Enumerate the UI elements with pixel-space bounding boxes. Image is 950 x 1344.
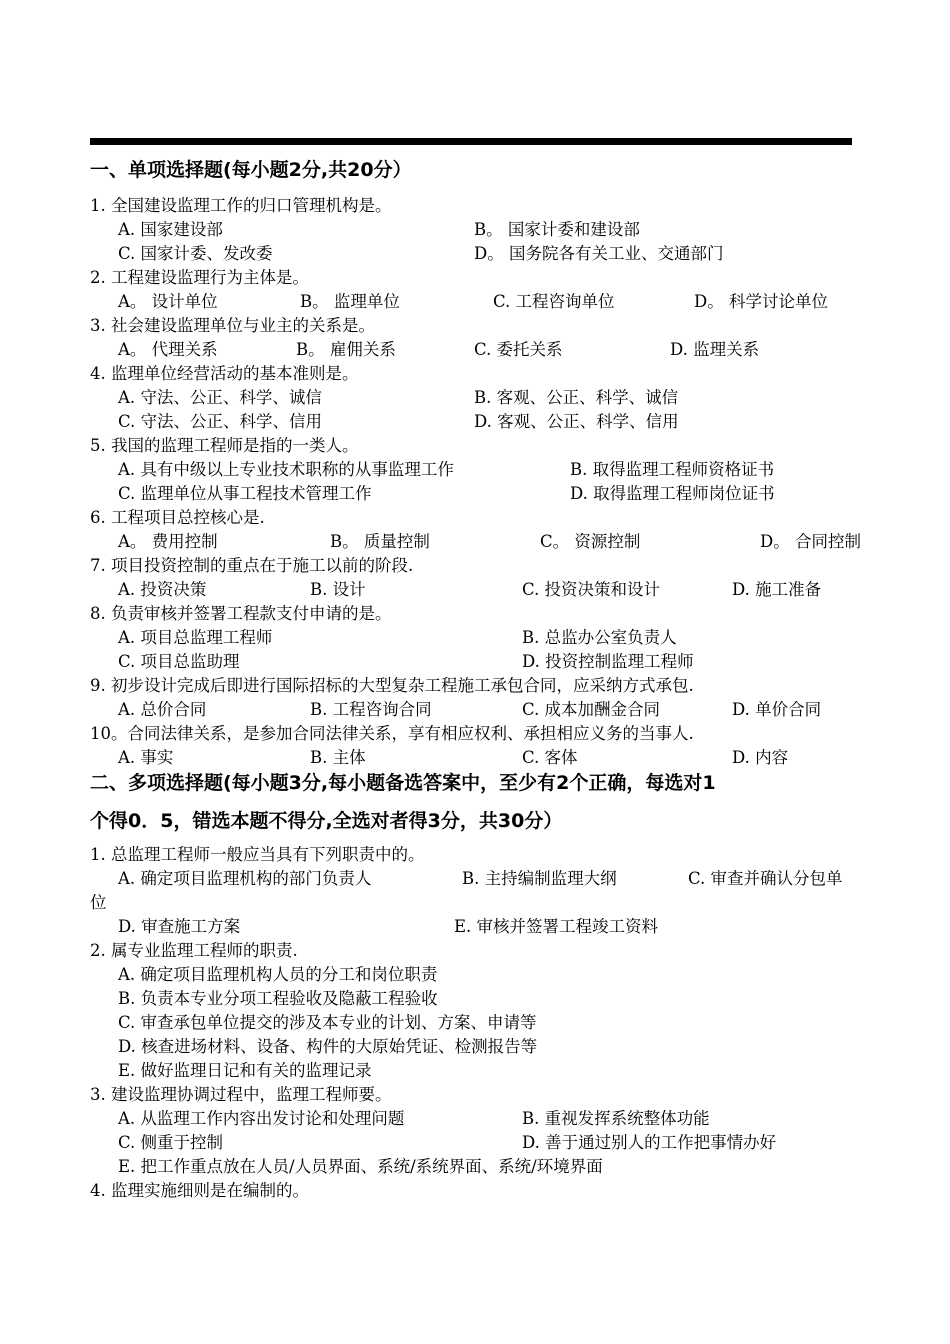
question-1-1: 1. 全国建设监理工作的归口管理机构是。 — [90, 196, 392, 215]
option-a: A. 总价合同 — [118, 700, 207, 719]
question-2-1: 1. 总监理工程师一般应当具有下列职责中的。 — [90, 845, 425, 864]
question-1-9: 9. 初步设计完成后即进行国际招标的大型复杂工程施工承包合同，应采纳方式承包. — [90, 676, 694, 695]
option-a: A. 确定项目监理机构人员的分工和岗位职责 — [118, 965, 438, 984]
option-b: B. 负责本专业分项工程验收及隐蔽工程验收 — [118, 989, 438, 1008]
option-b: B. 取得监理工程师资格证书 — [570, 460, 775, 479]
option-d: D. 投资控制监理工程师 — [522, 652, 694, 671]
option-c: C. 委托关系 — [474, 340, 563, 359]
section-1-title: 一、单项选择题(每小题2分,共20分） — [90, 159, 412, 181]
option-a: A. 守法、公正、科学、诚信 — [118, 388, 322, 407]
question-1-8: 8. 负责审核并签署工程款支付申请的是。 — [90, 604, 392, 623]
option-a: A. 投资决策 — [118, 580, 207, 599]
question-1-3: 3. 社会建设监理单位与业主的关系是。 — [90, 316, 375, 335]
option-b: B。 监理单位 — [300, 292, 400, 311]
option-a: A. 确定项目监理机构的部门负责人 — [118, 869, 372, 888]
option-b: B. 设计 — [310, 580, 366, 599]
option-a: A。 费用控制 — [118, 532, 218, 551]
option-d: D。 国务院各有关工业、交通部门 — [474, 244, 724, 263]
option-c: C. 项目总监助理 — [118, 652, 240, 671]
option-d: D. 核查进场材料、设备、构件的大原始凭证、检测报告等 — [118, 1037, 538, 1056]
option-d: D. 施工准备 — [732, 580, 822, 599]
option-c: C。 资源控制 — [540, 532, 641, 551]
option-b: B. 主持编制监理大纲 — [462, 869, 617, 888]
option-c: C. 成本加酬金合同 — [522, 700, 661, 719]
option-d: D. 善于通过别人的工作把事情办好 — [522, 1133, 777, 1152]
option-a: A. 项目总监理工程师 — [118, 628, 273, 647]
option-a: A. 国家建设部 — [118, 220, 223, 239]
option-e: E. 审核并签署工程竣工资料 — [454, 917, 659, 936]
option-b: B. 主体 — [310, 748, 366, 767]
option-b: B. 总监办公室负责人 — [522, 628, 677, 647]
option-d: D. 客观、公正、科学、信用 — [474, 412, 679, 431]
option-d: D。 合同控制 — [760, 532, 861, 551]
section-2-title: 二、多项选择题(每小题3分,每小题备选答案中，至少有2个正确，每选对1 — [90, 772, 716, 794]
option-b: B。 雇佣关系 — [296, 340, 396, 359]
question-2-4: 4. 监理实施细则是在编制的。 — [90, 1181, 309, 1200]
question-1-10: 10。合同法律关系，是参加合同法律关系，享有相应权利、承担相应义务的当事人. — [90, 724, 694, 743]
option-a: A。 代理关系 — [118, 340, 218, 359]
option-e: E. 做好监理日记和有关的监理记录 — [118, 1061, 372, 1080]
option-d: D. 审查施工方案 — [118, 917, 241, 936]
option-c: C. 工程咨询单位 — [493, 292, 615, 311]
question-2-2: 2. 属专业监理工程师的职责. — [90, 941, 298, 960]
option-b: B. 重视发挥系统整体功能 — [522, 1109, 710, 1128]
question-1-2: 2. 工程建设监理行为主体是。 — [90, 268, 309, 287]
option-b: B。 国家计委和建设部 — [474, 220, 640, 239]
option-b: B. 工程咨询合同 — [310, 700, 432, 719]
option-c: C. 投资决策和设计 — [522, 580, 661, 599]
option-c: C. 审查承包单位提交的涉及本专业的计划、方案、申请等 — [118, 1013, 537, 1032]
option-c: C. 审查并确认分包单 — [688, 869, 843, 888]
option-b: B。 质量控制 — [330, 532, 430, 551]
question-1-6: 6. 工程项目总控核心是. — [90, 508, 265, 527]
option-d: D. 单价合同 — [732, 700, 822, 719]
option-a: A. 事实 — [118, 748, 174, 767]
option-a: A. 具有中级以上专业技术职称的从事监理工作 — [118, 460, 454, 479]
option-d: D. 取得监理工程师岗位证书 — [570, 484, 775, 503]
option-c: C. 客体 — [522, 748, 578, 767]
option-c-wrap: 位 — [90, 893, 107, 912]
section-2-title-cont: 个得0．5，错选本题不得分,全选对者得3分，共30分） — [90, 810, 563, 832]
question-1-7: 7. 项目投资控制的重点在于施工以前的阶段. — [90, 556, 414, 575]
option-c: C. 侧重于控制 — [118, 1133, 224, 1152]
option-a: A。 设计单位 — [118, 292, 218, 311]
option-d: D. 内容 — [732, 748, 789, 767]
option-c: C. 监理单位从事工程技术管理工作 — [118, 484, 372, 503]
question-2-3: 3. 建设监理协调过程中，监理工程师要。 — [90, 1085, 392, 1104]
option-b: B. 客观、公正、科学、诚信 — [474, 388, 679, 407]
option-a: A. 从监理工作内容出发讨论和处理问题 — [118, 1109, 405, 1128]
option-d: D. 监理关系 — [670, 340, 760, 359]
question-1-5: 5. 我国的监理工程师是指的一类人。 — [90, 436, 359, 455]
option-e: E. 把工作重点放在人员/人员界面、系统/系统界面、系统/环境界面 — [118, 1157, 603, 1176]
option-d: D。 科学讨论单位 — [694, 292, 828, 311]
header-rule — [90, 138, 852, 145]
question-1-4: 4. 监理单位经营活动的基本准则是。 — [90, 364, 359, 383]
option-c: C. 国家计委、发改委 — [118, 244, 273, 263]
option-c: C. 守法、公正、科学、信用 — [118, 412, 323, 431]
